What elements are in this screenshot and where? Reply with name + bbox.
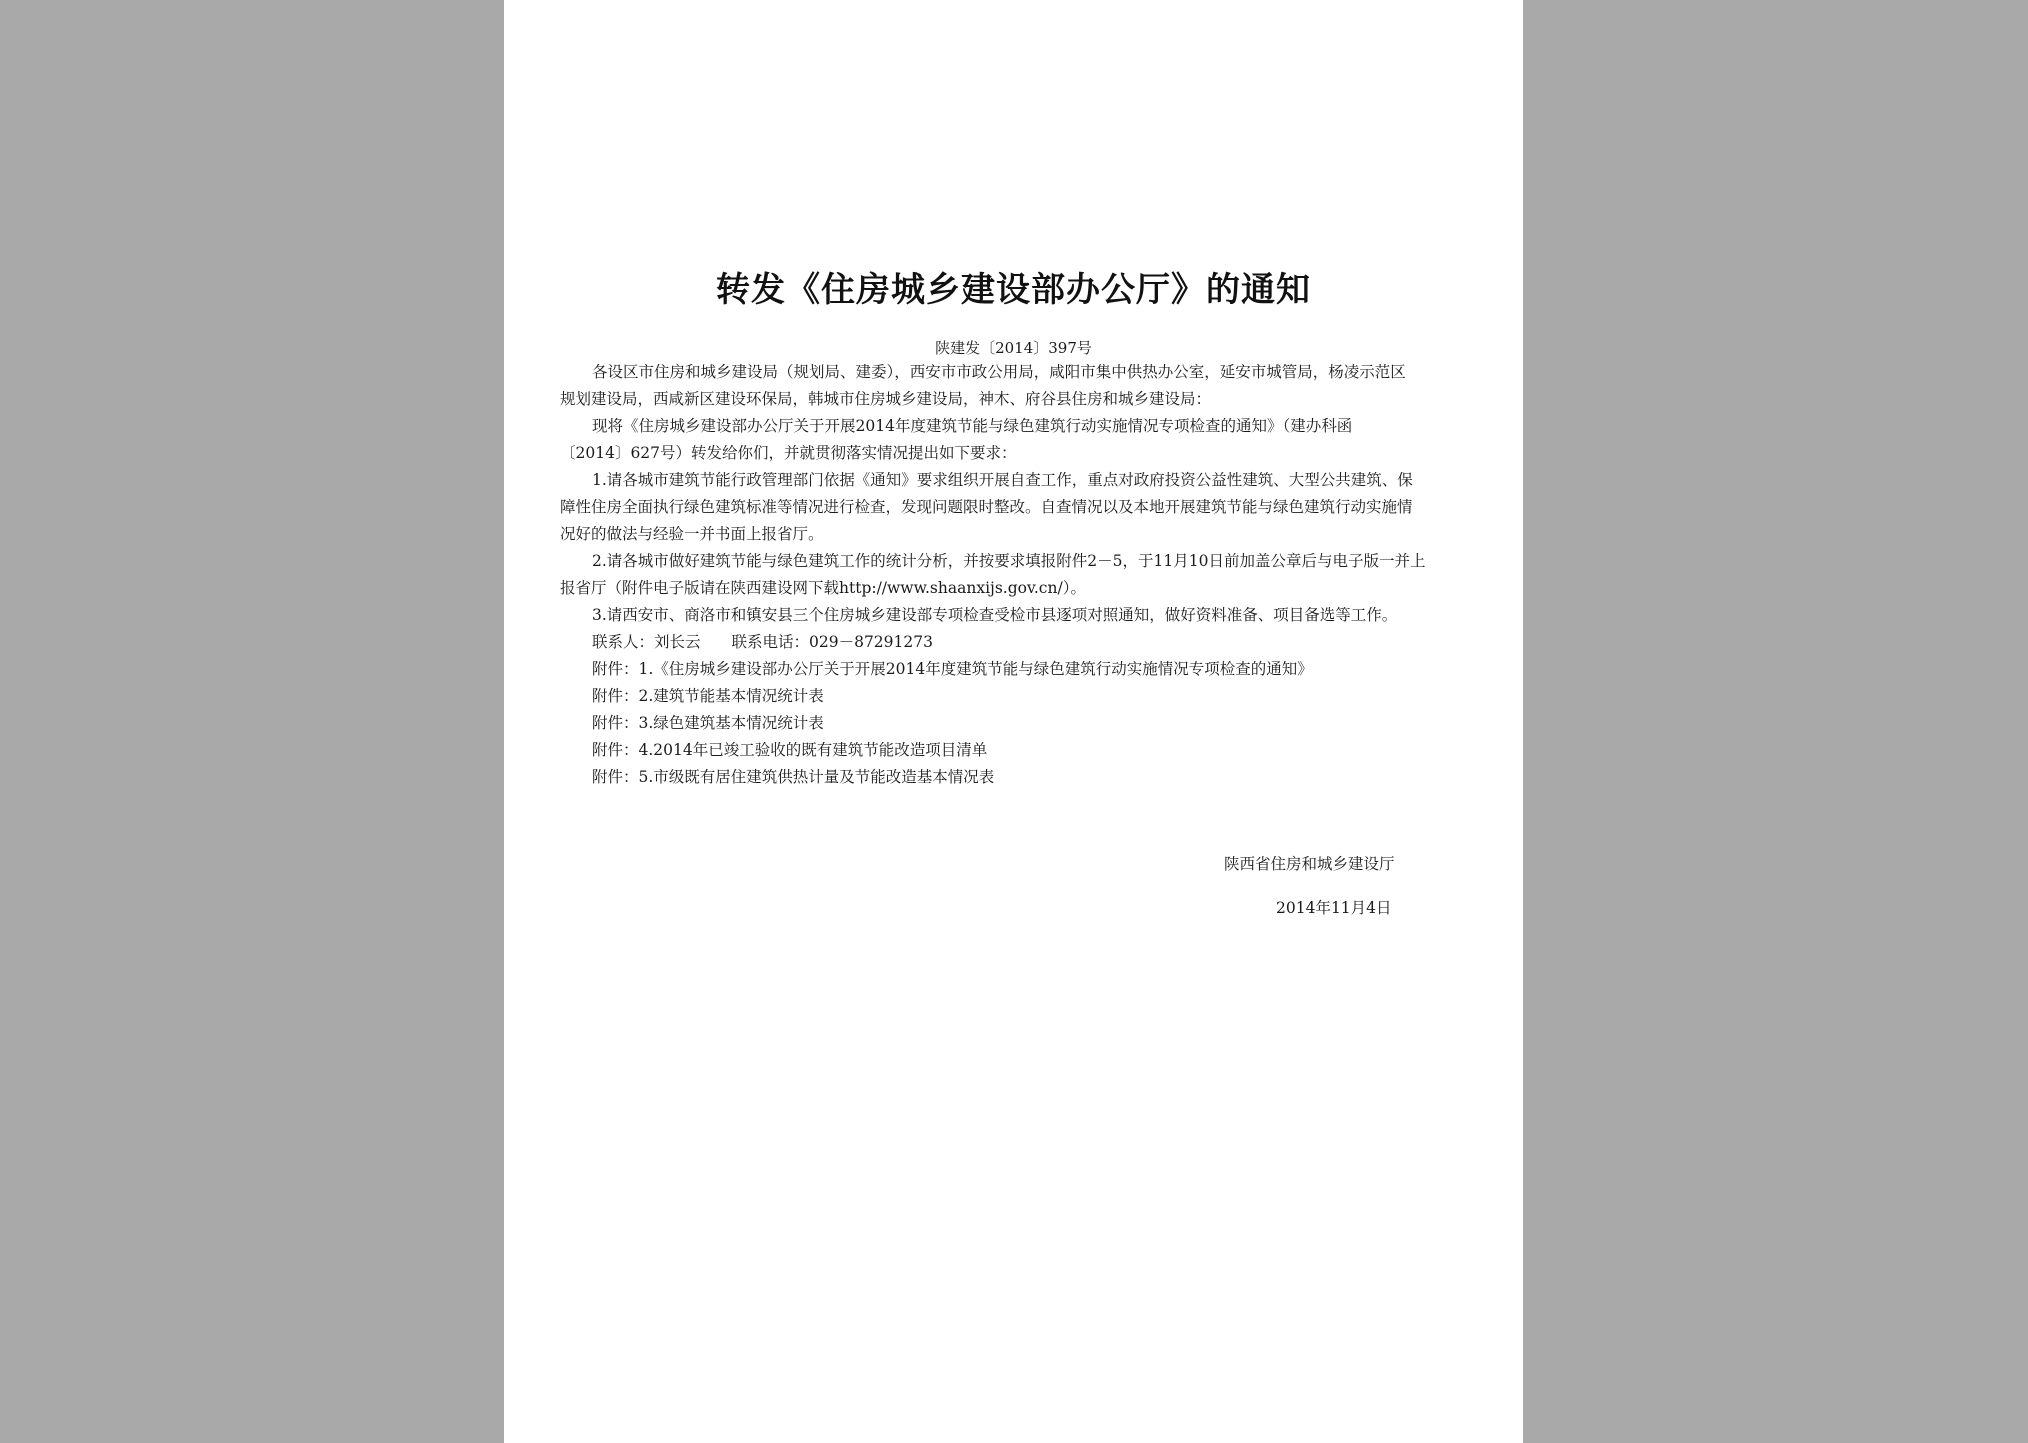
attachment-2: 附件：2.建筑节能基本情况统计表 xyxy=(592,687,824,705)
recipients-line-2: 规划建设局，西咸新区建设环保局，韩城市住房城乡建设局，神木、府谷县住房和城乡建设局： xyxy=(560,390,1212,408)
requirement-3-line: 3.请西安市、商洛市和镇安县三个住房城乡建设部专项检查受检市县逐项对照通知，做好资料准备、项目备选等工作。 xyxy=(592,606,1398,624)
recipients-line-1: 各设区市住房和城乡建设局（规划局、建委），西安市市政公用局，咸阳市集中供热办公室，延安市城管局，杨凌示范区 xyxy=(592,363,1406,381)
attachment-3: 附件：3.绿色建筑基本情况统计表 xyxy=(592,714,824,732)
requirement-2-line-1: 2.请各城市做好建筑节能与绿色建筑工作的统计分析，并按要求填报附件2－5，于11月10日前加盖公章后与电子版一并上 xyxy=(592,552,1426,570)
attachment-1: 附件：1.《住房城乡建设部办公厅关于开展2014年度建筑节能与绿色建筑行动实施情况专项检查的通知》 xyxy=(592,660,1313,678)
requirement-1-line-1: 1.请各城市建筑节能行政管理部门依据《通知》要求组织开展自查工作，重点对政府投资公益性建筑、大型公共建筑、保 xyxy=(592,471,1413,489)
requirement-2-line-2: 报省厅（附件电子版请在陕西建设网下载http://www.shaanxijs.gov.cn/）。 xyxy=(560,579,1086,597)
intro-line-1: 现将《住房城乡建设部办公厅关于开展2014年度建筑节能与绿色建筑行动实施情况专项检查的通知》（建办科函 xyxy=(592,417,1353,435)
issuer-name: 陕西省住房和城乡建设厅 xyxy=(1224,855,1395,873)
attachment-4: 附件：4.2014年已竣工验收的既有建筑节能改造项目清单 xyxy=(592,741,988,759)
requirement-1-line-3: 况好的做法与经验一并书面上报省厅。 xyxy=(560,525,824,543)
requirement-1-line-2: 障性住房全面执行绿色建筑标准等情况进行检查，发现问题限时整改。自查情况以及本地开展建筑节能与绿色建筑行动实施情 xyxy=(560,498,1413,516)
document-title: 转发《住房城乡建设部办公厅》的通知 xyxy=(716,270,1311,310)
intro-line-2: 〔2014〕627号）转发给你们，并就贯彻落实情况提出如下要求： xyxy=(560,444,1017,462)
attachment-5: 附件：5.市级既有居住建筑供热计量及节能改造基本情况表 xyxy=(592,768,995,786)
contact-line: 联系人：刘长云 联系电话：029－87291273 xyxy=(592,633,933,651)
document-number: 陕建发〔2014〕397号 xyxy=(935,339,1092,357)
issue-date: 2014年11月4日 xyxy=(1276,899,1392,917)
document-page xyxy=(504,0,1523,1443)
